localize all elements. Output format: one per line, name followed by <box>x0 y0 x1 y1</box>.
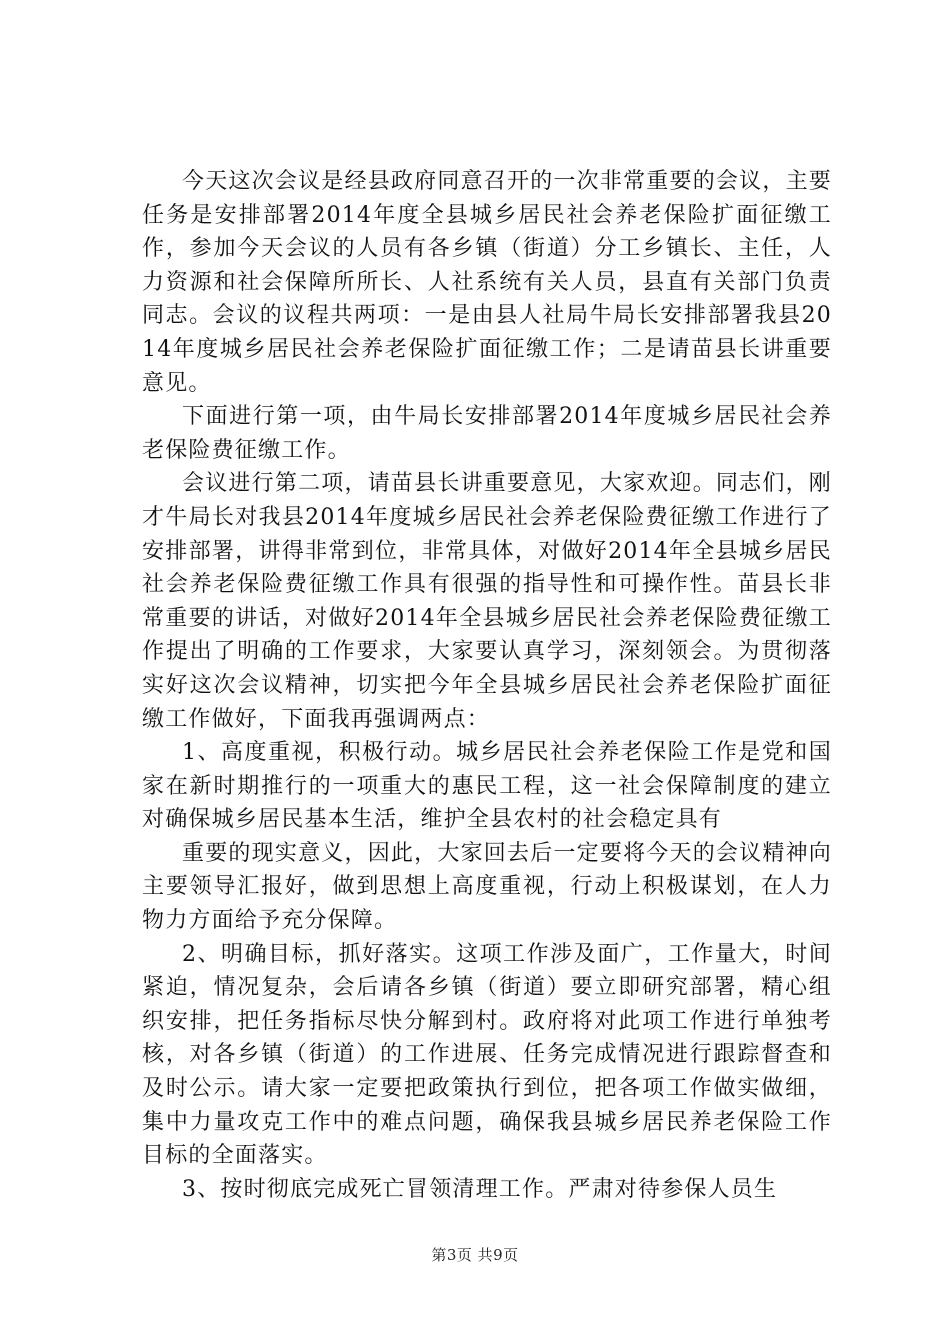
paragraph-point-2: 2、明确目标，抓好落实。这项工作涉及面广，工作量大，时间紧迫，情况复杂，会后请各乡镇（街道）要立即研究部署，精心组织安排，把任务指标尽快分解到村。政府将对此项工作进行单独考核，对各乡镇（街道）的工作进展、任务完成情况进行跟踪督查和及时公示。请大家一定要把政策执行到位，把各项工作做实做细，集中力量攻克工作中的难点问题，确保我县城乡居民养老保险工作目标的全面落实。 <box>142 941 832 1169</box>
paragraph-point-1: 1、高度重视，积极行动。城乡居民社会养老保险工作是党和国家在新时期推行的一项重大的惠民工程，这一社会保障制度的建立对确保城乡居民基本生活，维护全县农村的社会稳定具有 <box>142 740 832 833</box>
page-number-footer: 第3页 共9页 <box>431 1246 519 1264</box>
document-body <box>142 165 832 1206</box>
paragraph-first-item: 下面进行第一项，由牛局长安排部署2014年度城乡居民社会养老保险费征缴工作。 <box>142 404 832 463</box>
paragraph-point-1-continued: 重要的现实意义，因此，大家回去后一定要将今天的会议精神向主要领导汇报好，做到思想上高度重视，行动上积极谋划，在人力物力方面给予充分保障。 <box>142 840 832 934</box>
paragraph-second-item: 会议进行第二项，请苗县长讲重要意见，大家欢迎。同志们，刚才牛局长对我县2014年度城乡居民社会养老保险费征缴工作进行了安排部署，讲得非常到位，非常具体，对做好2014年全县城乡居民社会养老保险费征缴工作具有很强的指导性和可操作性。苗县长非常重要的讲话，对做好2014年全县城乡居民社会养老保险费征缴工作提出了明确的工作要求，大家要认真学习，深刻领会。为贯彻落实好这次会议精神，切实把今年全县城乡居民社会养老保险扩面征缴工作做好，下面我再强调两点： <box>142 471 832 732</box>
paragraph-meeting-intro: 今天这次会议是经县政府同意召开的一次非常重要的会议，主要任务是安排部署2014年度全县城乡居民社会养老保险扩面征缴工作，参加今天会议的人员有各乡镇（街道）分工乡镇长、主任，人力资源和社会保障所所长、人社系统有关人员，县直有关部门负责同志。会议的议程共两项：一是由县人社局牛局长安排部署我县2014年度城乡居民社会养老保险扩面征缴工作；二是请苗县长讲重要意见。 <box>142 169 832 396</box>
paragraph-point-3: 3、按时彻底完成死亡冒领清理工作。严肃对待参保人员生 <box>182 1176 778 1202</box>
